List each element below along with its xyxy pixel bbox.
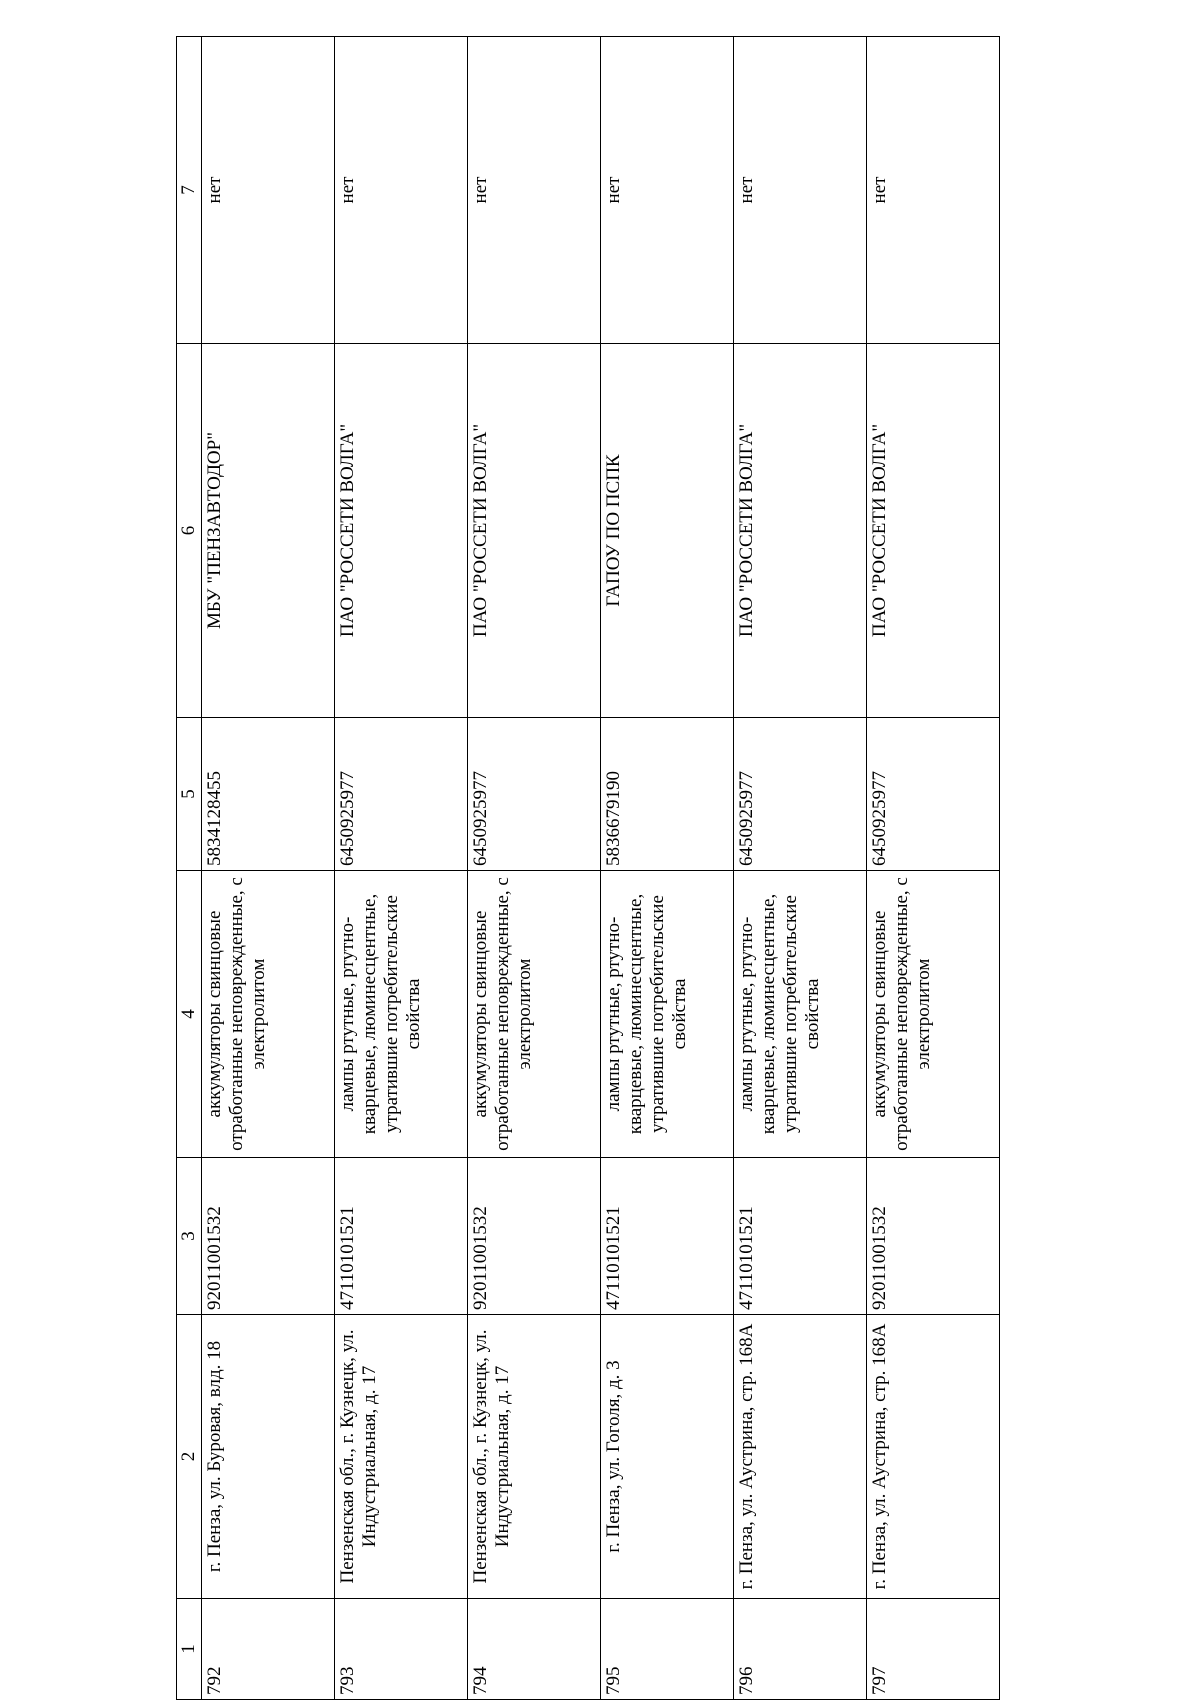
row-number: 792 bbox=[202, 1599, 335, 1700]
address-cell: г. Пенза, ул. Буровая, влд. 18 bbox=[202, 1315, 335, 1599]
waste-name-cell: аккумуляторы свинцовые отработанные неповрежденные, с электролитом bbox=[202, 871, 335, 1158]
row-number: 796 bbox=[734, 1599, 867, 1700]
organization-cell: ГАПОУ ПО ПСПК bbox=[601, 344, 734, 718]
waste-code-cell: 47110101521 bbox=[734, 1158, 867, 1315]
organization-cell: ПАО "РОССЕТИ ВОЛГА" bbox=[867, 344, 1000, 718]
table-row bbox=[202, 37, 335, 1700]
inn-cell: 6450925977 bbox=[734, 718, 867, 871]
table-row bbox=[867, 37, 1000, 1700]
header-cell-6: 6 bbox=[177, 344, 202, 718]
header-cell-3: 3 bbox=[177, 1158, 202, 1315]
inn-cell: 5834128455 bbox=[202, 718, 335, 871]
inn-cell: 6450925977 bbox=[867, 718, 1000, 871]
inn-cell: 6450925977 bbox=[468, 718, 601, 871]
header-row bbox=[177, 37, 202, 1700]
address-cell: г. Пенза, ул. Аустрина, стр. 168А bbox=[734, 1315, 867, 1599]
inn-cell: 5836679190 bbox=[601, 718, 734, 871]
header-cell-7: 7 bbox=[177, 37, 202, 344]
waste-code-cell: 47110101521 bbox=[601, 1158, 734, 1315]
table-row bbox=[734, 37, 867, 1700]
organization-cell: МБУ "ПЕНЗАВТОДОР" bbox=[202, 344, 335, 718]
waste-code-cell: 92011001532 bbox=[867, 1158, 1000, 1315]
flag-cell: нет bbox=[202, 37, 335, 344]
organization-cell: ПАО "РОССЕТИ ВОЛГА" bbox=[335, 344, 468, 718]
waste-name-cell: аккумуляторы свинцовые отработанные неповрежденные, с электролитом bbox=[468, 871, 601, 1158]
address-cell: г. Пенза, ул. Гоголя, д. 3 bbox=[601, 1315, 734, 1599]
row-number: 794 bbox=[468, 1599, 601, 1700]
flag-cell: нет bbox=[468, 37, 601, 344]
header-cell-4: 4 bbox=[177, 871, 202, 1158]
waste-name-cell: лампы ртутные, ртутно-кварцевые, люминесцентные, утратившие потребительские свойства bbox=[734, 871, 867, 1158]
rotated-page bbox=[176, 37, 965, 1700]
address-cell: Пензенская обл., г. Кузнецк, ул. Индустриальная, д. 17 bbox=[468, 1315, 601, 1599]
flag-cell: нет bbox=[601, 37, 734, 344]
address-cell: Пензенская обл., г. Кузнецк, ул. Индустриальная, д. 17 bbox=[335, 1315, 468, 1599]
organization-cell: ПАО "РОССЕТИ ВОЛГА" bbox=[468, 344, 601, 718]
waste-code-cell: 92011001532 bbox=[202, 1158, 335, 1315]
row-number: 793 bbox=[335, 1599, 468, 1700]
header-cell-1: 1 bbox=[177, 1599, 202, 1700]
waste-code-cell: 92011001532 bbox=[468, 1158, 601, 1315]
waste-name-cell: лампы ртутные, ртутно-кварцевые, люминесцентные, утратившие потребительские свойства bbox=[601, 871, 734, 1158]
table-row bbox=[601, 37, 734, 1700]
waste-name-cell: лампы ртутные, ртутно-кварцевые, люминесцентные, утратившие потребительские свойства bbox=[335, 871, 468, 1158]
header-cell-2: 2 bbox=[177, 1315, 202, 1599]
inn-cell: 6450925977 bbox=[335, 718, 468, 871]
flag-cell: нет bbox=[734, 37, 867, 344]
flag-cell: нет bbox=[867, 37, 1000, 344]
waste-table bbox=[176, 36, 1000, 1700]
waste-code-cell: 47110101521 bbox=[335, 1158, 468, 1315]
row-number: 797 bbox=[867, 1599, 1000, 1700]
table-row bbox=[335, 37, 468, 1700]
header-cell-5: 5 bbox=[177, 718, 202, 871]
address-cell: г. Пенза, ул. Аустрина, стр. 168А bbox=[867, 1315, 1000, 1599]
row-number: 795 bbox=[601, 1599, 734, 1700]
waste-name-cell: аккумуляторы свинцовые отработанные неповрежденные, с электролитом bbox=[867, 871, 1000, 1158]
table-row bbox=[468, 37, 601, 1700]
organization-cell: ПАО "РОССЕТИ ВОЛГА" bbox=[734, 344, 867, 718]
flag-cell: нет bbox=[335, 37, 468, 344]
